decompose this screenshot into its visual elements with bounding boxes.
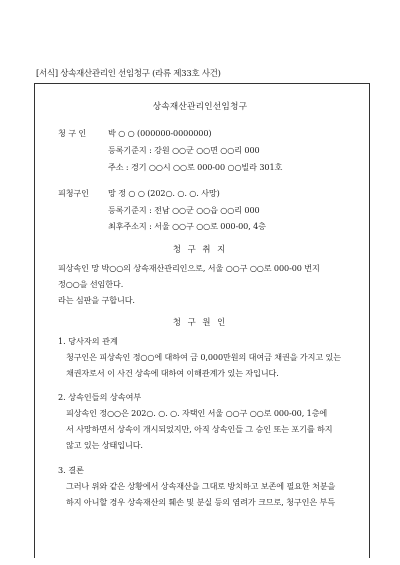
- claimant-address: 주소 : 경기 ○○시 ○○로 000-00 ○○빌라 301호: [108, 162, 283, 172]
- purpose-heading: 청 구 취 지: [172, 244, 228, 254]
- section-line: 그러나 위와 같은 상황에서 상속재산을 그대로 방치하고 보존에 필요한 처분을: [66, 481, 336, 491]
- deceased-registry: 등록기준지 : 전남 ○○군 ○○읍 ○○리 000: [108, 205, 260, 215]
- section-title: 3. 결론: [58, 465, 84, 475]
- section-line: 하지 아니할 경우 상속재산의 훼손 및 분실 등의 염려가 크므로, 청구인은 부득: [66, 497, 335, 507]
- section-line: 서 사망하면서 상속이 개시되었지만, 아직 상속인들 그 승인 또는 포기를 하지: [66, 424, 333, 434]
- claimant-name: 박 ○ ○ (000000-0000000): [108, 128, 212, 138]
- claimant-role: 청 구 인: [58, 128, 87, 138]
- form-caption: [서식] 상속재산관리인 선임청구 (라류 제33호 사건): [36, 68, 221, 78]
- section-title: 2. 상속인들의 상속여부: [58, 392, 142, 402]
- document-title: 상속재산관리인선임청구: [152, 102, 248, 112]
- claimant-registry: 등록기준지 : 강원 ○○군 ○○면 ○○리 000: [108, 145, 260, 155]
- deceased-name: 망 정 ○ ○ (202○. ○. ○. 사망): [108, 188, 220, 198]
- section-line: 채권자로서 이 사건 상속에 대하여 이해관계가 있는 자입니다.: [66, 368, 279, 378]
- purpose-line: 라는 심판을 구합니다.: [58, 295, 135, 305]
- section-line: 청구인은 피상속인 정○○에 대하여 금 0,000만원의 대여금 채권을 가지고 있는: [66, 352, 341, 362]
- section-line: 피상속인 정○○은 202○. ○. ○. 자택인 서울 ○○구 ○○로 000-00, 1층에: [66, 408, 328, 418]
- purpose-line: 피상속인 망 박○○의 상속재산관리인으로, 서울 ○○구 ○○로 000-00 번지: [58, 263, 320, 273]
- deceased-role: 피청구인: [58, 188, 89, 198]
- grounds-heading: 청 구 원 인: [172, 317, 228, 327]
- purpose-line: 정○○을 선임한다.: [58, 279, 124, 289]
- section-title: 1. 당사자의 관계: [58, 336, 118, 346]
- deceased-last-address: 최후주소지 : 서울 ○○구 ○○로 000-00, 4층: [108, 221, 266, 231]
- section-line: 않고 있는 상태입니다.: [66, 440, 143, 450]
